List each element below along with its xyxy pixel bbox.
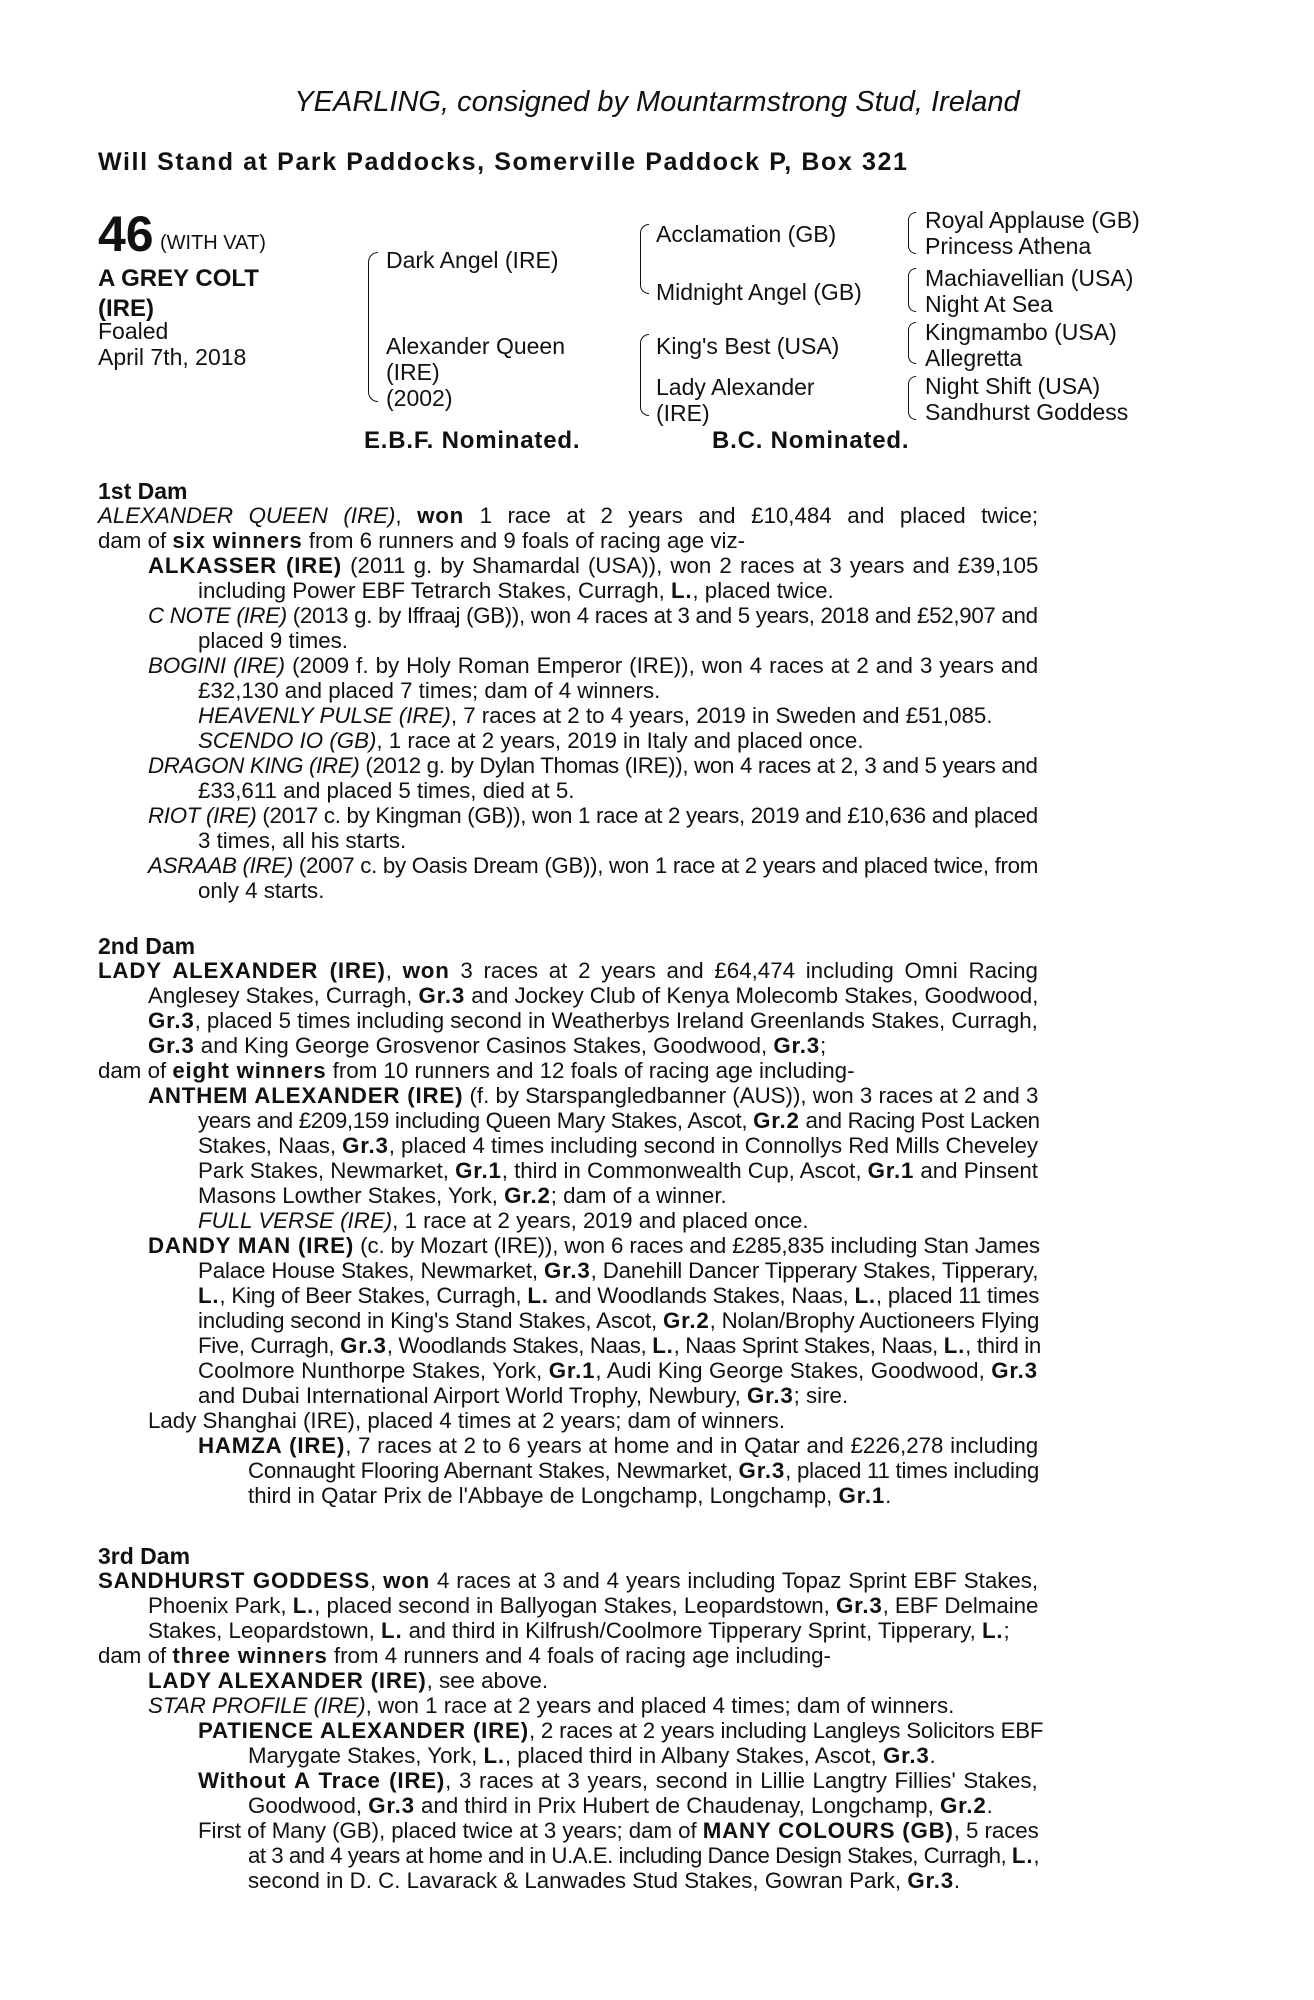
text-segment: , 5 races	[953, 1818, 1039, 1843]
bold-text: Gr.3	[991, 1358, 1038, 1383]
text-segment: Anglesey Stakes, Curragh,	[148, 983, 419, 1008]
bold-text: L.	[652, 1333, 674, 1358]
text-segment: 4 races at 3 and 4 years including Topaz Sprint EBF Stakes,	[430, 1568, 1039, 1593]
text-line	[198, 1768, 1038, 1794]
bold-text: six winners	[172, 528, 303, 553]
text-line	[148, 1618, 1010, 1644]
text-line	[148, 1668, 548, 1694]
brace-ds	[908, 322, 916, 364]
text-line	[98, 503, 1038, 529]
stand-location: Will Stand at Park Paddocks, Somerville Paddock P, Box 321	[98, 148, 909, 176]
text-segment: , placed 4 times including second in Connollys Red Mills Cheveley	[388, 1133, 1038, 1158]
text-segment: (c. by Mozart (IRE)), won 6 races and £285,835 including Stan James	[354, 1233, 1040, 1258]
text-segment: .	[953, 1868, 961, 1893]
text-segment: ; dam of a winner.	[550, 1183, 727, 1208]
bold-text: ANTHEM ALEXANDER (IRE)	[148, 1083, 464, 1108]
text-line	[248, 1793, 993, 1819]
text-segment: , placed 11 times	[875, 1283, 1040, 1308]
bold-text: L.	[198, 1283, 220, 1308]
bold-text: MANY COLOURS (GB)	[702, 1818, 954, 1843]
text-line	[148, 1008, 1038, 1034]
foaled-date: April 7th, 2018	[98, 344, 247, 370]
bold-text: Gr.3	[418, 983, 466, 1008]
bold-text: L.	[483, 1743, 505, 1768]
text-segment: , third in Commonwealth Cup, Ascot,	[501, 1158, 868, 1183]
pedigree-dam	[386, 333, 565, 411]
pedigree-dsd: Allegretta	[925, 345, 1023, 371]
text-segment: Goodwood,	[248, 1793, 369, 1818]
text-segment: , see above.	[426, 1668, 549, 1693]
bold-text: Gr.3	[148, 1008, 195, 1033]
text-segment: £33,611 and placed 5 times, died at 5.	[198, 778, 575, 803]
text-line	[198, 1333, 1041, 1359]
italic-text: C NOTE (IRE)	[148, 603, 287, 628]
lot-description: A GREY COLT (IRE)	[98, 265, 259, 322]
text-segment: , 7 races at 2 to 4 years, 2019 in Sweden and £51,085.	[450, 703, 993, 728]
brace-ss	[908, 212, 916, 254]
dam-name-line2: (IRE)	[386, 359, 440, 385]
bold-text: Gr.2	[753, 1108, 800, 1133]
bold-text: L.	[854, 1283, 876, 1308]
text-segment: ;	[820, 1033, 827, 1058]
text-segment: Stakes, Naas,	[198, 1133, 343, 1158]
bold-text: Gr.1	[838, 1483, 886, 1508]
brace-sire	[640, 224, 649, 294]
italic-text: SCENDO IO (GB)	[198, 728, 377, 753]
pedigree-sdd: Night At Sea	[925, 291, 1053, 317]
text-segment: , Naas Sprint Stakes, Naas,	[673, 1333, 944, 1358]
text-segment: third in Qatar Prix de l'Abbaye de Longchamp, Longchamp,	[248, 1483, 839, 1508]
bold-text: Gr.3	[148, 1033, 195, 1058]
text-segment: (2012 g. by Dylan Thomas (IRE)), won 4 races at 2, 3 and 5 years and	[359, 753, 1038, 778]
text-segment: (2017 c. by Kingman (GB)), won 1 race at 2 years, 2019 and £10,636 and placed	[256, 803, 1038, 828]
text-segment: , King of Beer Stakes, Curragh,	[219, 1283, 528, 1308]
text-line	[198, 1108, 1040, 1134]
bold-text: Gr.3	[340, 1333, 387, 1358]
text-segment: including second in King's Stand Stakes, Ascot,	[198, 1308, 663, 1333]
text-line	[148, 1083, 1038, 1109]
text-line	[198, 778, 574, 804]
text-line	[198, 1718, 1043, 1744]
bold-text: Gr.1	[867, 1158, 915, 1183]
text-segment: (2011 g. by Shamardal (USA)), won 2 races at 3 years and £39,105	[342, 553, 1039, 578]
text-segment: Palace House Stakes, Newmarket,	[198, 1258, 545, 1283]
text-segment: 1 race at 2 years and £10,484 and placed twice;	[464, 503, 1039, 528]
text-line	[98, 958, 1038, 984]
text-segment: (2009 f. by Holy Roman Emperor (IRE)), won 4 races at 2 and 3 years and	[285, 653, 1039, 678]
bold-text: won	[383, 1568, 431, 1593]
pedigree-sire: Dark Angel (IRE)	[386, 247, 559, 273]
text-segment: £32,130 and placed 7 times; dam of 4 winners.	[198, 678, 661, 703]
text-line	[248, 1458, 1039, 1484]
pedigree-sire-sire: Acclamation (GB)	[656, 221, 837, 247]
text-segment: Coolmore Nunthorpe Stakes, York,	[198, 1358, 549, 1383]
pedigree-dam-dam	[656, 374, 815, 426]
text-segment: .	[986, 1793, 993, 1818]
italic-text: STAR PROFILE (IRE)	[148, 1693, 366, 1718]
text-segment: years and £209,159 including Queen Mary Stakes, Ascot,	[198, 1108, 754, 1133]
bold-text: won	[417, 503, 465, 528]
italic-text: RIOT (IRE)	[148, 803, 257, 828]
bold-text: Gr.3	[907, 1868, 954, 1893]
text-segment: , Woodlands Stakes, Naas,	[386, 1333, 653, 1358]
text-line	[148, 853, 1038, 879]
pedigree-ssd: Princess Athena	[925, 233, 1092, 259]
text-line	[148, 653, 1038, 679]
dam-name-line1: Alexander Queen	[386, 333, 566, 359]
bold-text: SANDHURST GODDESS	[98, 1568, 370, 1593]
text-segment: , 1 race at 2 years, 2019 and placed once.	[392, 1208, 809, 1233]
brace-dam	[640, 334, 649, 416]
bold-text: Gr.2	[504, 1183, 551, 1208]
text-segment: , placed 11 times including	[785, 1458, 1039, 1483]
lot-number: 46	[98, 206, 154, 262]
text-segment: , placed second in Ballyogan Stakes, Leopardstown,	[314, 1593, 836, 1618]
text-segment: Marygate Stakes, York,	[248, 1743, 484, 1768]
text-segment: First of Many (GB), placed twice at 3 years; dam of	[198, 1818, 703, 1843]
italic-text: HEAVENLY PULSE (IRE)	[198, 703, 451, 728]
text-line	[198, 1158, 1038, 1184]
bold-text: L.	[982, 1618, 1004, 1643]
text-line	[148, 803, 1038, 829]
text-line	[148, 553, 1038, 579]
text-segment: (f. by Starspangledbanner (AUS)), won 3 races at 2 and 3	[463, 1083, 1039, 1108]
foaled-info	[98, 318, 318, 370]
bold-text: Gr.3	[544, 1258, 591, 1283]
text-segment: and Woodlands Stakes, Naas,	[548, 1283, 855, 1308]
text-line	[248, 1483, 891, 1509]
text-segment: and third in Prix Hubert de Chaudenay, Longchamp,	[414, 1793, 940, 1818]
text-line	[98, 1643, 831, 1669]
catalogue-title: YEARLING, consigned by Mountarmstrong Stud, Ireland	[294, 86, 1020, 118]
text-segment: dam of	[98, 1058, 173, 1083]
foaled-label: Foaled	[98, 318, 169, 344]
bold-text: Gr.3	[882, 1743, 930, 1768]
dam-year: (2002)	[386, 385, 453, 411]
text-segment: , third in	[965, 1333, 1041, 1358]
text-segment: , 2 races at 2 years including Langleys Solicitors EBF	[528, 1718, 1044, 1743]
text-segment: Park Stakes, Newmarket,	[198, 1158, 456, 1183]
first-dam-heading: 1st Dam	[98, 478, 188, 504]
bold-text: L.	[527, 1283, 549, 1308]
italic-text: FULL VERSE (IRE)	[198, 1208, 393, 1233]
text-segment: Stakes, Leopardstown,	[148, 1618, 382, 1643]
text-segment: placed 9 times.	[198, 628, 348, 653]
text-segment: , Danehill Dancer Tipperary Stakes, Tipperary,	[590, 1258, 1039, 1283]
bold-text: L.	[292, 1593, 315, 1618]
text-line	[148, 1233, 1040, 1259]
bold-text: L.	[1011, 1843, 1034, 1868]
bold-text: DANDY MAN (IRE)	[148, 1233, 355, 1258]
text-segment: , 1 race at 2 years, 2019 in Italy and placed once.	[376, 728, 864, 753]
text-segment: from 6 runners and 9 foals of racing age viz-	[302, 528, 746, 553]
text-line	[198, 1208, 809, 1234]
text-segment: Lady Shanghai (IRE), placed 4 times at 2 years; dam of winners.	[148, 1408, 786, 1433]
text-line	[198, 878, 324, 904]
text-segment: , Nolan/Brophy Auctioneers Flying	[709, 1308, 1040, 1333]
brace-sd	[908, 268, 916, 312]
bold-text: L.	[671, 578, 693, 603]
text-line	[198, 578, 834, 604]
text-line	[198, 703, 993, 729]
text-line	[198, 728, 864, 754]
text-segment: .	[929, 1743, 936, 1768]
bold-text: Gr.2	[662, 1308, 710, 1333]
text-segment: second in D. C. Lavarack & Lanwades Stud Stakes, Gowran Park,	[248, 1868, 908, 1893]
text-line	[148, 603, 1038, 629]
bold-text: Gr.1	[548, 1358, 596, 1383]
text-segment: and Dubai International Airport World Trophy, Newbury,	[198, 1383, 748, 1408]
bold-text: ALKASSER (IRE)	[148, 553, 342, 578]
text-line	[198, 1133, 1038, 1159]
text-line	[248, 1843, 1039, 1869]
dam-dam-line1: Lady Alexander	[656, 374, 815, 400]
bold-text: Gr.1	[455, 1158, 502, 1183]
bold-text: eight winners	[172, 1058, 327, 1083]
text-segment: at 3 and 4 years at home and in U.A.E. including Dance Design Stakes, Curragh,	[248, 1843, 1012, 1868]
bold-text: HAMZA (IRE)	[198, 1433, 346, 1458]
text-segment: from 4 runners and 4 foals of racing age including-	[327, 1643, 831, 1668]
text-segment: and Jockey Club of Kenya Molecomb Stakes, Goodwood,	[465, 983, 1039, 1008]
bold-text: Gr.3	[368, 1793, 415, 1818]
text-segment: ,	[1033, 1843, 1040, 1868]
bold-text: Gr.3	[738, 1458, 786, 1483]
text-segment: Five, Curragh,	[198, 1333, 341, 1358]
text-segment: (2007 c. by Oasis Dream (GB)), won 1 race at 2 years and placed twice, from	[293, 853, 1038, 878]
text-segment: and third in Kilfrush/Coolmore Tipperary Sprint, Tipperary,	[402, 1618, 983, 1643]
bold-text: L.	[943, 1333, 966, 1358]
text-segment: 3 races at 2 years and £64,474 including Omni Racing	[449, 958, 1038, 983]
text-segment: dam of	[98, 528, 173, 553]
pedigree-dam-sire: King's Best (USA)	[656, 333, 840, 359]
text-line	[148, 1693, 954, 1719]
text-segment: ;	[1003, 1618, 1010, 1643]
text-segment: and King George Grosvenor Casinos Stakes, Goodwood,	[194, 1033, 774, 1058]
text-line	[148, 983, 1038, 1009]
text-line	[198, 1183, 727, 1209]
text-line	[198, 1383, 848, 1409]
ebf-nominated: E.B.F. Nominated.	[364, 427, 581, 454]
text-segment: , placed 5 times including second in Weatherbys Ireland Greenlands Stakes, Curragh,	[194, 1008, 1038, 1033]
text-line	[198, 1818, 1039, 1844]
text-line	[148, 1033, 826, 1059]
italic-text: ALEXANDER QUEEN (IRE)	[98, 503, 396, 528]
text-segment: , placed third in Albany Stakes, Ascot,	[504, 1743, 883, 1768]
text-segment: ,	[385, 958, 403, 983]
text-segment: from 10 runners and 12 foals of racing age including-	[326, 1058, 855, 1083]
text-segment: , Audi King George Stakes, Goodwood,	[595, 1358, 992, 1383]
bold-text: three winners	[172, 1643, 328, 1668]
pedigree-dss: Kingmambo (USA)	[925, 319, 1117, 345]
text-segment: , placed twice.	[692, 578, 834, 603]
vat-label: (WITH VAT)	[160, 232, 266, 254]
bold-text: Gr.3	[342, 1133, 389, 1158]
text-line	[198, 628, 348, 654]
bold-text: won	[402, 958, 450, 983]
text-segment: (2013 g. by Iffraaj (GB)), won 4 races at 3 and 5 years, 2018 and £52,907 and	[286, 603, 1038, 628]
text-segment: , 3 races at 3 years, second in Lillie Langtry Fillies' Stakes,	[445, 1768, 1038, 1793]
text-line	[198, 828, 406, 854]
text-line	[198, 1308, 1039, 1334]
text-line	[148, 1408, 785, 1434]
italic-text: ASRAAB (IRE)	[148, 853, 293, 878]
text-segment: and Pinsent	[914, 1158, 1038, 1183]
bold-text: L.	[381, 1618, 403, 1643]
text-line	[148, 1593, 1038, 1619]
text-segment: 3 times, all his starts.	[198, 828, 407, 853]
bold-text: Gr.3	[747, 1383, 794, 1408]
text-segment: , 7 races at 2 to 6 years at home and in Qatar and £226,278 including	[345, 1433, 1039, 1458]
text-line	[98, 1058, 855, 1084]
text-line	[198, 1433, 1038, 1459]
second-dam-heading: 2nd Dam	[98, 933, 196, 959]
text-segment: and Racing Post Lacken	[799, 1108, 1040, 1133]
bc-nominated: B.C. Nominated.	[712, 427, 910, 454]
text-line	[198, 1283, 1039, 1309]
bold-text: LADY ALEXANDER (IRE)	[148, 1668, 427, 1693]
text-segment: Masons Lowther Stakes, York,	[198, 1183, 505, 1208]
pedigree-ddd: Sandhurst Goddess	[925, 399, 1129, 425]
text-segment: ; sire.	[793, 1383, 849, 1408]
text-segment: Phoenix Park,	[148, 1593, 293, 1618]
text-segment: including Power EBF Tetrarch Stakes, Curragh,	[198, 578, 671, 603]
text-line	[248, 1868, 960, 1894]
bold-text: Gr.2	[939, 1793, 987, 1818]
text-line	[198, 678, 660, 704]
dam-dam-line2: (IRE)	[656, 400, 710, 426]
text-segment: ,	[395, 503, 418, 528]
bold-text: LADY ALEXANDER (IRE)	[98, 958, 386, 983]
bold-text: Without A Trace (IRE)	[198, 1768, 446, 1793]
text-segment: Connaught Flooring Abernant Stakes, Newmarket,	[248, 1458, 739, 1483]
brace-dd	[908, 376, 916, 420]
text-segment: .	[885, 1483, 892, 1508]
bold-text: PATIENCE ALEXANDER (IRE)	[198, 1718, 529, 1743]
third-dam-heading: 3rd Dam	[98, 1543, 191, 1569]
italic-text: BOGINI (IRE)	[148, 653, 286, 678]
text-segment: ,	[370, 1568, 384, 1593]
bold-text: Gr.3	[773, 1033, 820, 1058]
text-segment: , won 1 race at 2 years and placed 4 times; dam of winners.	[365, 1693, 955, 1718]
text-line	[98, 1568, 1038, 1594]
pedigree-sss: Royal Applause (GB)	[925, 207, 1140, 233]
text-line	[198, 1258, 1038, 1284]
pedigree-dds: Night Shift (USA)	[925, 373, 1101, 399]
text-segment: dam of	[98, 1643, 173, 1668]
pedigree-sds: Machiavellian (USA)	[925, 265, 1134, 291]
text-line	[248, 1743, 936, 1769]
pedigree-sire-dam: Midnight Angel (GB)	[656, 279, 862, 305]
text-line	[198, 1358, 1038, 1384]
brace-main	[368, 252, 378, 402]
text-segment: only 4 starts.	[198, 878, 325, 903]
text-segment: , EBF Delmaine	[882, 1593, 1039, 1618]
text-line	[98, 528, 745, 554]
bold-text: Gr.3	[835, 1593, 883, 1618]
text-line	[148, 753, 1038, 779]
italic-text: DRAGON KING (IRE)	[148, 753, 360, 778]
